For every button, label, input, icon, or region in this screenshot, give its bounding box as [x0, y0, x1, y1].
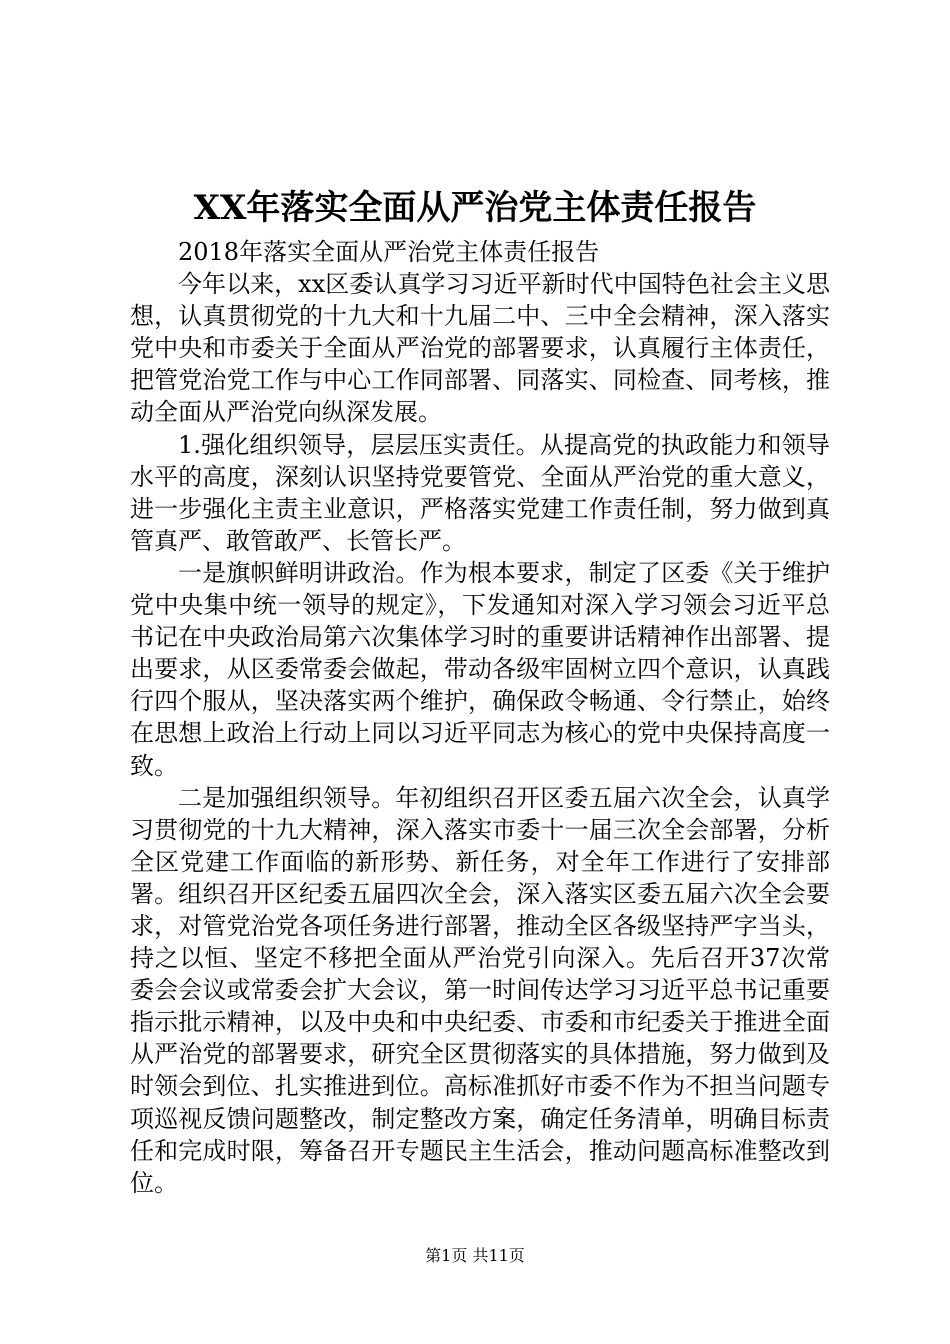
paragraph-subtitle: 2018年落实全面从严治党主体责任报告 [178, 238, 600, 266]
paragraph-intro: 今年以来，xx区委认真学习习近平新时代中国特色社会主义思想，认真贯彻党的十九大和十九届二中、三中全会精神，深入落实党中央和市委关于全面从严治党的部署要求，认真履行主体责任，把管党治党工作与中心工作同部署、同落实、同检查、同考核，推动全面从严治党向纵深发展。 [130, 270, 830, 427]
paragraph-section-1: 1.强化组织领导，层层压实责任。从提高党的执政能力和领导水平的高度，深刻认识坚持党要管党、全面从严治党的重大意义，进一步强化主责主业意识，严格落实党建工作责任制，努力做到真管真严、敢管敢严、长管长严。 [130, 430, 830, 555]
document-title: XX年落实全面从严治党主体责任报告 [193, 188, 757, 228]
paragraph-point-1: 一是旗帜鲜明讲政治。作为根本要求，制定了区委《关于维护党中央集中统一领导的规定》，下发通知对深入学习领会习近平总书记在中央政治局第六次集体学习时的重要讲话精神作出部署、提出要求，从区委常委会做起，带动各级牢固树立四个意识，认真践行四个服从，坚决落实两个维护，确保政令畅通、令行禁止，始终在思想上政治上行动上同以习近平同志为核心的党中央保持高度一致。 [130, 558, 830, 780]
document-body [130, 236, 830, 1199]
page-number-footer: 第1页 共11页 [425, 1246, 525, 1265]
paragraph-point-2: 二是加强组织领导。年初组织召开区委五届六次全会，认真学习贯彻党的十九大精神，深入落实市委十一届三次全会部署，分析全区党建工作面临的新形势、新任务，对全年工作进行了安排部署。组织召开区纪委五届四次全会，深入落实区委五届六次全会要求，对管党治党各项任务进行部署，推动全区各级坚持严字当头，持之以恒、坚定不移把全面从严治党引向深入。先后召开37次常委会会议或常委会扩大会议，第一时间传达学习习近平总书记重要指示批示精神，以及中央和中央纪委、市委和市纪委关于推进全面从严治党的部署要求，研究全区贯彻落实的具体措施，努力做到及时领会到位、扎实推进到位。高标准抓好市委不作为不担当问题专项巡视反馈问题整改，制定整改方案，确定任务清单，明确目标责任和完成时限，筹备召开专题民主生活会，推动问题高标准整改到位。 [130, 783, 830, 1197]
